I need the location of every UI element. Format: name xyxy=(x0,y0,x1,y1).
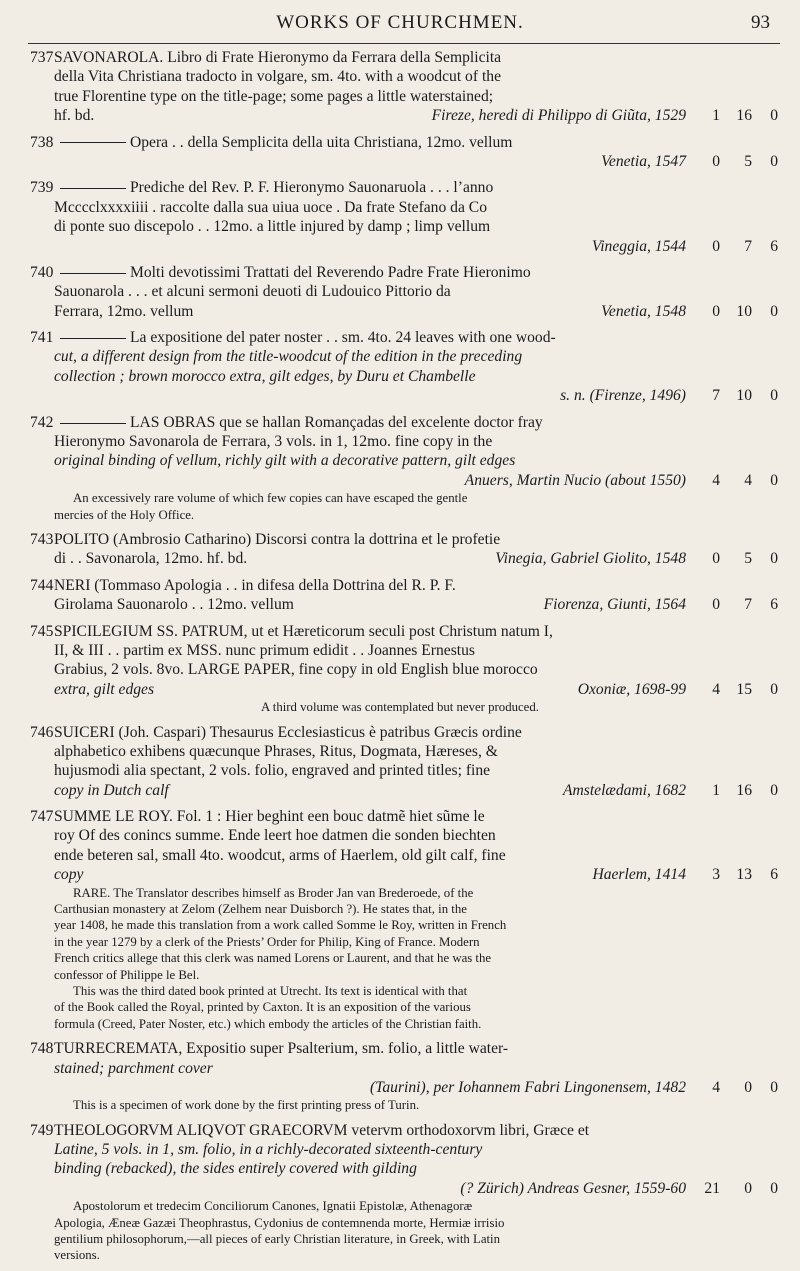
note-line: formula (Creed, Pater Noster, etc.) which embody the articles of the Christian faith. xyxy=(54,1016,482,1031)
catalogue-entry-737 xyxy=(0,48,800,126)
note-line: mercies of the Holy Office. xyxy=(54,507,195,522)
price-pence: 6 xyxy=(770,596,778,614)
price-shillings: 16 xyxy=(736,107,752,125)
ditto-rule xyxy=(60,142,126,143)
entry-line: La expositione del pater noster . . sm. 4to. 24 leaves with one wood- xyxy=(130,329,556,347)
catalogue-entry-746 xyxy=(0,723,800,801)
ditto-rule xyxy=(60,188,126,189)
entry-imprint: Venetia, 1548 xyxy=(601,302,686,320)
price-pounds: 0 xyxy=(712,152,720,170)
entry-note xyxy=(0,1097,800,1113)
entry-line: roy Of des conincs summe. Ende leert hoe datmen die sonden biechten xyxy=(54,827,496,845)
entry-imprint: Amstelædami, 1682 xyxy=(562,781,686,799)
price-pence: 0 xyxy=(770,550,778,568)
entry-price xyxy=(688,1078,798,1097)
catalogue-entry-742 xyxy=(0,413,800,523)
entry-line: SUMME LE ROY. Fol. 1 : Hier beghint een bouc datmẽ hiet sũme le xyxy=(54,808,485,826)
entry-number: 746 xyxy=(30,723,54,741)
price-shillings: 4 xyxy=(744,471,752,489)
entry-number: 747 xyxy=(30,808,54,826)
entry-number: 741 xyxy=(30,329,54,347)
note-line: year 1408, he made this translation from a work called Somme le Roy, written in French xyxy=(54,918,507,933)
price-shillings: 13 xyxy=(736,866,752,884)
price-pounds: 0 xyxy=(712,237,720,255)
entry-price xyxy=(688,152,798,171)
price-pounds: 1 xyxy=(712,781,720,799)
price-pence: 0 xyxy=(770,471,778,489)
catalogue-entry-747 xyxy=(0,807,800,1032)
entry-note xyxy=(0,885,800,1033)
entry-line: SUICERI (Joh. Caspari) Thesaurus Ecclesiasticus è patribus Græcis ordine xyxy=(54,723,522,741)
entry-price xyxy=(688,386,798,405)
entry-line: binding (rebacked), the sides entirely covered with gilding xyxy=(54,1160,417,1178)
entry-number: 740 xyxy=(30,263,54,281)
price-pounds: 0 xyxy=(712,596,720,614)
entry-line: THEOLOGORVM ALIQVOT GRAECORVM vetervm orthodoxorvm libri, Græce et xyxy=(54,1121,590,1139)
entry-number: 742 xyxy=(30,413,54,431)
price-pence: 6 xyxy=(770,237,778,255)
entry-line: SAVONAROLA. Libro di Frate Hieronymo da Ferrara della Semplicita xyxy=(54,49,502,66)
entry-line: Molti devotissimi Trattati del Reverendo Padre Frate Hieronimo xyxy=(130,263,531,281)
price-shillings: 0 xyxy=(744,1078,752,1096)
entry-imprint: Fiorenza, Giunti, 1564 xyxy=(543,596,686,614)
ditto-rule xyxy=(60,273,126,274)
price-pounds: 0 xyxy=(712,550,720,568)
catalogue-entry-738 xyxy=(0,133,800,172)
entry-price xyxy=(688,302,798,321)
price-pounds: 4 xyxy=(712,1078,720,1096)
price-pence: 0 xyxy=(770,1078,778,1096)
price-shillings: 10 xyxy=(736,302,752,320)
entry-line: TURRECREMATA, Expositio super Psalterium, sm. folio, a little water- xyxy=(54,1040,509,1058)
price-pence: 0 xyxy=(770,1179,778,1197)
catalogue-entries xyxy=(0,48,800,1271)
price-pence: 0 xyxy=(770,781,778,799)
entry-imprint: (? Zürich) Andreas Gesner, 1559-60 xyxy=(460,1179,686,1197)
page-number: 93 xyxy=(751,12,770,33)
price-shillings: 7 xyxy=(744,596,752,614)
entry-line: Girolama Sauonarolo . . 12mo. vellum xyxy=(54,596,294,614)
catalogue-entry-741 xyxy=(0,328,800,406)
entry-line: Hieronymo Savonarola de Ferrara, 3 vols. in 1, 12mo. fine copy in the xyxy=(54,433,493,451)
entry-line: II, & III . . partim ex MSS. nunc primum edidit . . Joannes Ernestus xyxy=(54,641,475,659)
entry-line: extra, gilt edges xyxy=(54,680,155,698)
entry-line: della Vita Christiana tradocto in volgare, sm. 4to. with a woodcut of the xyxy=(54,68,501,86)
price-shillings: 5 xyxy=(744,152,752,170)
entry-price xyxy=(688,237,798,256)
price-pounds: 4 xyxy=(712,680,720,698)
entry-line: original binding of vellum, richly gilt with a decorative pattern, gilt edges xyxy=(54,452,516,470)
price-shillings: 10 xyxy=(736,387,752,405)
entry-imprint: Haerlem, 1414 xyxy=(592,866,686,884)
entry-line: Mcccclxxxxiiii . raccolte dalla sua uiua uoce . Da frate Stefano da Co xyxy=(54,198,487,216)
entry-number: 743 xyxy=(30,530,54,548)
catalogue-entry-745 xyxy=(0,622,800,716)
entry-line: alphabetico exhibens quæcunque Phrases, Ritus, Dogmata, Hæreses, & xyxy=(54,742,498,760)
price-pence: 0 xyxy=(770,680,778,698)
entry-line: Grabius, 2 vols. 8vo. LARGE PAPER, fine copy in old English blue morocco xyxy=(54,661,538,679)
entry-price xyxy=(688,471,798,490)
catalogue-entry-739 xyxy=(0,178,800,256)
entry-number: 749 xyxy=(30,1121,54,1139)
note-line: An excessively rare volume of which few copies can have escaped the gentle xyxy=(73,491,468,506)
running-head xyxy=(0,4,800,40)
price-pence: 6 xyxy=(770,866,778,884)
price-pounds: 1 xyxy=(712,107,720,125)
note-line: Carthusian monastery at Zelom (Zelhem near Duisborch ?). He states that, in the xyxy=(54,902,467,917)
price-pounds: 3 xyxy=(712,866,720,884)
entry-line: di . . Savonarola, 12mo. hf. bd. xyxy=(54,550,248,568)
ditto-rule xyxy=(60,423,126,424)
catalogue-entry-743 xyxy=(0,530,800,569)
entry-line: hujusmodi alia spectant, 2 vols. folio, engraved and printed titles; fine xyxy=(54,762,491,780)
entry-number: 739 xyxy=(30,179,54,197)
price-pence: 0 xyxy=(770,387,778,405)
entry-price xyxy=(688,595,798,614)
entry-number: 744 xyxy=(30,576,54,594)
note-line: Apostolorum et tredecim Conciliorum Canones, Ignatii Epistolæ, Athenagoræ xyxy=(73,1199,473,1214)
catalogue-entry-749 xyxy=(0,1121,800,1264)
entry-line: copy in Dutch calf xyxy=(54,781,169,799)
price-pounds: 21 xyxy=(704,1179,720,1197)
page-title: WORKS OF CHURCHMEN. xyxy=(276,12,524,33)
entry-line: true Florentine type on the title-page; some pages a little waterstained; xyxy=(54,87,494,105)
price-pounds: 4 xyxy=(712,471,720,489)
entry-imprint: Vinegia, Gabriel Giolito, 1548 xyxy=(495,550,686,568)
entry-line: copy xyxy=(54,866,84,884)
note-line: French critics allege that this clerk was named Lorens or Laurent, and that he was the xyxy=(54,951,492,966)
entry-line: NERI (Tommaso Apologia . . in difesa della Dottrina del R. P. F. xyxy=(54,576,456,594)
catalogue-entry-740 xyxy=(0,263,800,321)
entry-imprint: (Taurini), per Iohannem Fabri Lingonensem, 1482 xyxy=(369,1078,686,1096)
entry-imprint: Oxoniæ, 1698-99 xyxy=(577,680,686,698)
entry-imprint: Anuers, Martin Nucio (about 1550) xyxy=(464,471,686,489)
entry-price xyxy=(688,106,798,125)
entry-line: SPICILEGIUM SS. PATRUM, ut et Hæreticorum seculi post Christum natum I, xyxy=(54,622,553,640)
note-line: RARE. The Translator describes himself as Broder Jan van Brederoede, of the xyxy=(73,885,474,900)
entry-number: 737 xyxy=(30,49,54,66)
entry-imprint: s. n. (Firenze, 1496) xyxy=(560,387,686,405)
price-pounds: 7 xyxy=(712,387,720,405)
entry-note xyxy=(0,699,800,715)
entry-imprint: Fireze, heredi di Philippo di Giũta, 1529 xyxy=(431,107,686,125)
price-shillings: 15 xyxy=(736,680,752,698)
price-shillings: 16 xyxy=(736,781,752,799)
entry-line: ende beteren sal, small 4to. woodcut, arms of Haerlem, old gilt calf, fine xyxy=(54,846,506,864)
catalogue-entry-744 xyxy=(0,576,800,615)
note-line: This is a specimen of work done by the first printing press of Turin. xyxy=(73,1098,420,1113)
note-line: This was the third dated book printed at Utrecht. Its text is identical with that xyxy=(73,983,468,998)
entry-line: Latine, 5 vols. in 1, sm. folio, in a richly-decorated sixteenth-century xyxy=(54,1141,483,1159)
entry-note xyxy=(0,1198,800,1264)
entry-line: Sauonarola . . . et alcuni sermoni deuoti di Ludouico Pittorio da xyxy=(54,283,451,301)
price-shillings: 5 xyxy=(744,550,752,568)
entry-note xyxy=(0,490,800,523)
note-line: in the year 1279 by a clerk of the Priests’ Order for Philip, King of France. Modern xyxy=(54,934,480,949)
price-pence: 0 xyxy=(770,302,778,320)
entry-number: 745 xyxy=(30,622,54,640)
header-rule xyxy=(28,43,780,44)
note-line: Apologia, Æneæ Gazæi Theophrastus, Cydonius de contemnenda morte, Hermiæ irrisio xyxy=(54,1215,505,1230)
entry-number: 738 xyxy=(30,133,54,151)
price-pence: 0 xyxy=(770,152,778,170)
entry-line: hf. bd. xyxy=(54,107,95,125)
note-line: of the Book called the Royal, printed by Caxton. It is an exposition of the various xyxy=(54,1000,471,1015)
price-shillings: 7 xyxy=(744,237,752,255)
entry-line: Ferrara, 12mo. vellum xyxy=(54,302,194,320)
entry-price xyxy=(688,865,798,884)
entry-price xyxy=(688,1179,798,1198)
price-pounds: 0 xyxy=(712,302,720,320)
entry-line: POLITO (Ambrosio Catharino) Discorsi contra la dottrina et le profetie xyxy=(54,530,501,548)
entry-line: cut, a different design from the title-woodcut of the edition in the preceding xyxy=(54,348,523,366)
entry-line: LAS OBRAS que se hallan Romançadas del excelente doctor fray xyxy=(130,413,543,431)
entry-line: Opera . . della Semplicita della uita Christiana, 12mo. vellum xyxy=(130,133,513,151)
entry-line: Prediche del Rev. P. F. Hieronymo Sauonaruola . . . l’anno xyxy=(130,179,494,197)
entry-number: 748 xyxy=(30,1040,54,1058)
entry-price xyxy=(688,549,798,568)
price-shillings: 0 xyxy=(744,1179,752,1197)
entry-line: di ponte suo discepolo . . 12mo. a little injured by damp ; limp vellum xyxy=(54,218,491,236)
entry-price xyxy=(688,781,798,800)
entry-line: collection ; brown morocco extra, gilt edges, by Duru et Chambelle xyxy=(54,367,476,385)
entry-imprint: Venetia, 1547 xyxy=(601,152,686,170)
note-line: confessor of Philippe le Bel. xyxy=(54,967,200,982)
entry-price xyxy=(688,680,798,699)
catalogue-entry-748 xyxy=(0,1039,800,1114)
note-line: gentilium philosophorum,—all pieces of early Christian literature, in Greek, with Latin xyxy=(54,1232,501,1247)
note-line: versions. xyxy=(54,1248,100,1263)
price-pence: 0 xyxy=(770,107,778,125)
ditto-rule xyxy=(60,338,126,339)
entry-imprint: Vineggia, 1544 xyxy=(591,237,686,255)
note-line: A third volume was contemplated but never produced. xyxy=(261,700,539,715)
entry-line: stained; parchment cover xyxy=(54,1059,213,1077)
